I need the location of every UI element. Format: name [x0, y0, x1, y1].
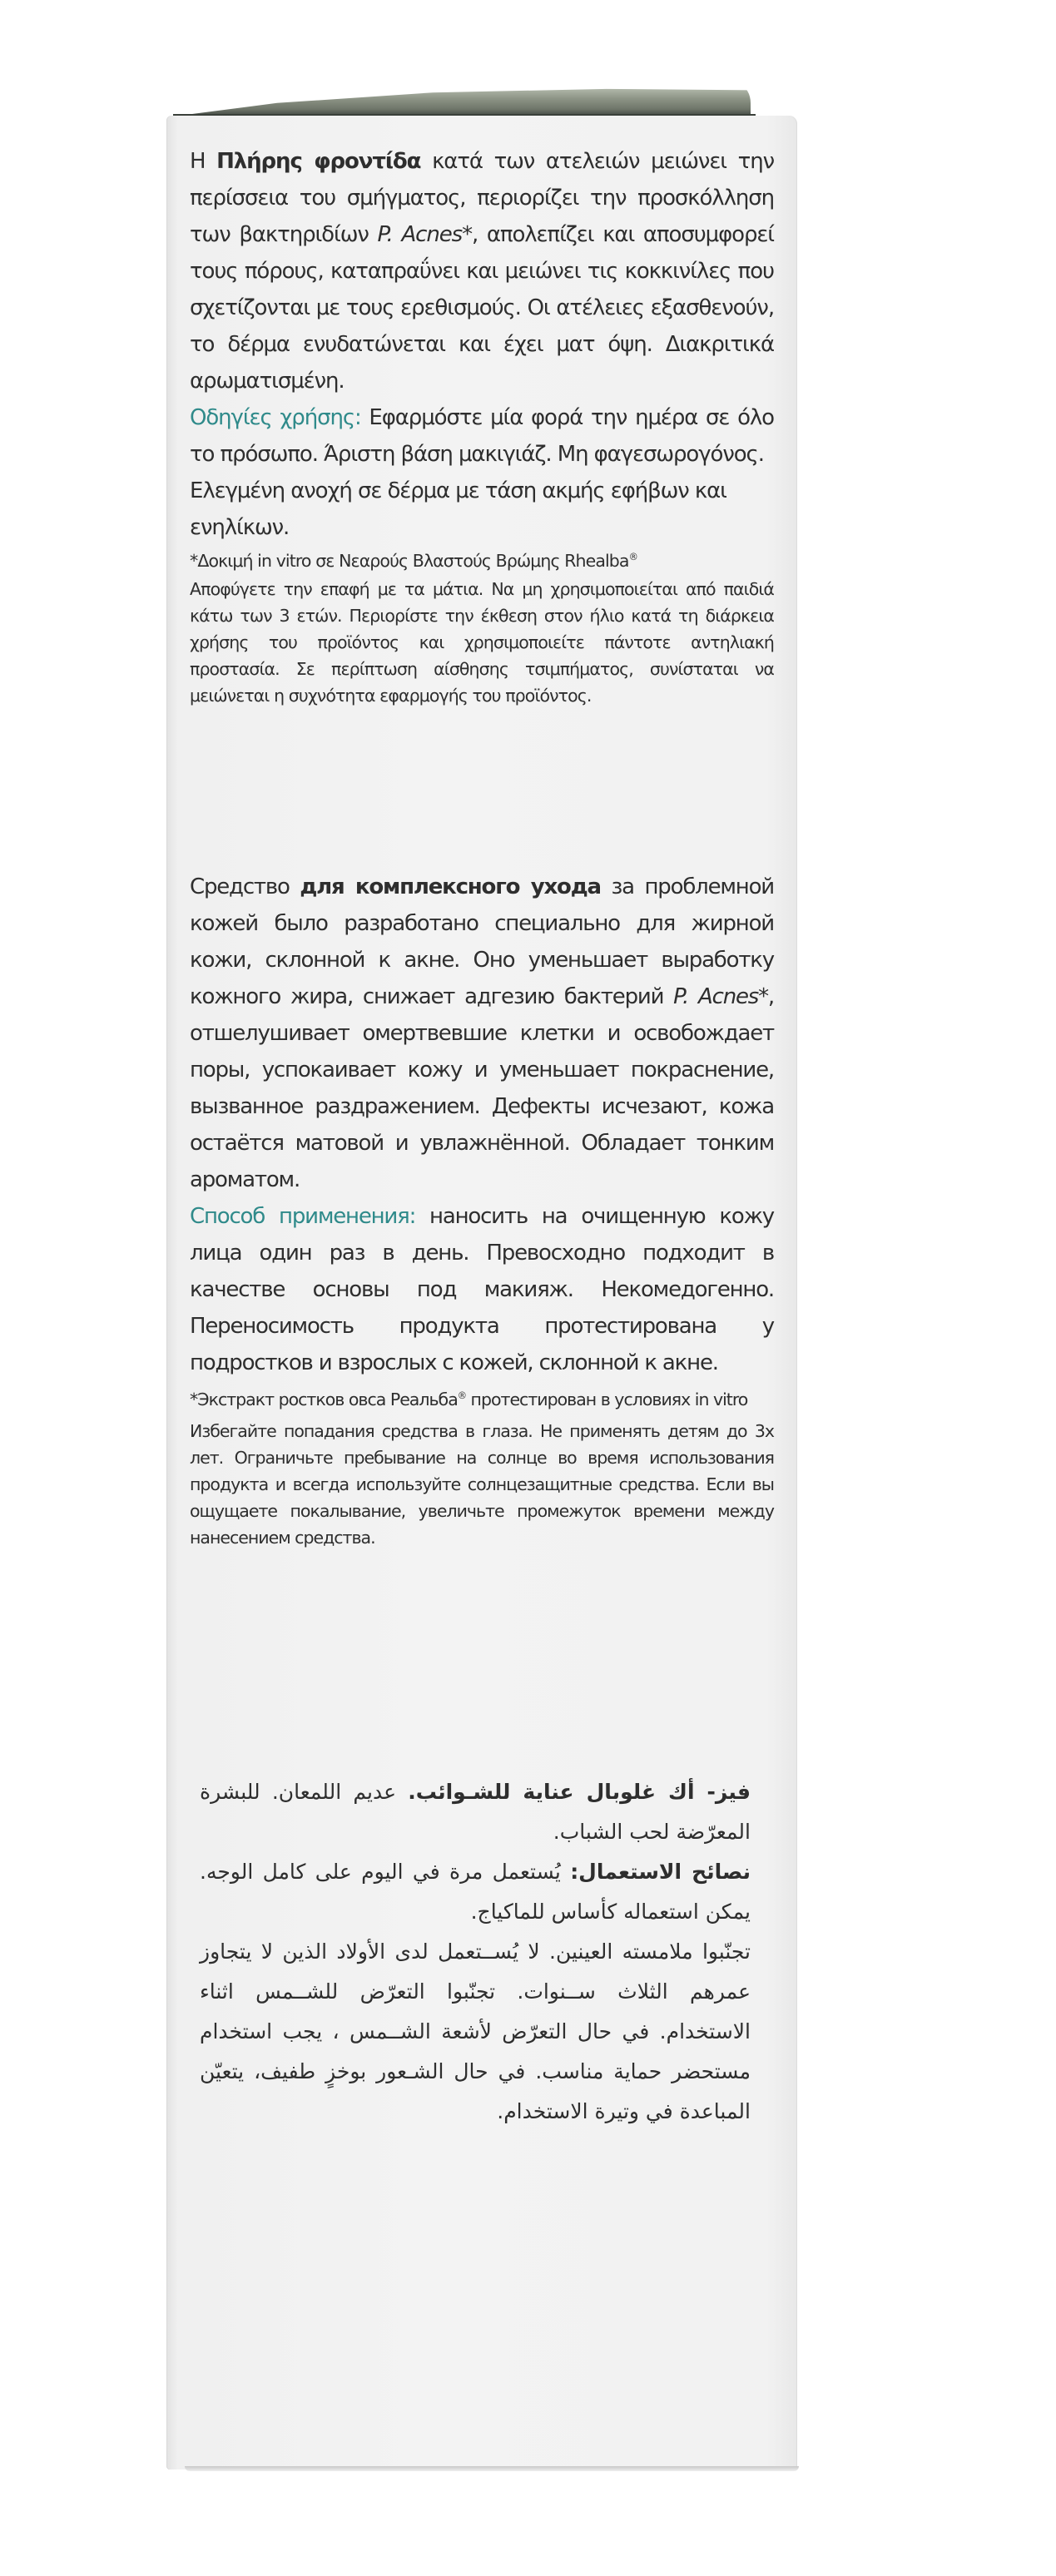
russian-usage-text: наносить на очищенную кожу лица один раз в день. Превосходно подходит в качестве основы под макияж. Некомедогенно. Переносимость продукта протестирована у подростков и взрослых с кожей, склонной к акне. [190, 1204, 774, 1375]
greek-bacteria-name: P. Acnes [377, 222, 463, 247]
russian-bacteria-name: P. Acnes [673, 984, 759, 1009]
russian-footnote-text-cont: протестирован в условиях in vitro [466, 1390, 748, 1409]
russian-usage [190, 1198, 774, 1381]
russian-warning: Избегайте попадания средства в глаза. Не применять детям до 3х лет. Ограничьте пребывание на солнце во время использования продукта и всегда используйте солнцезащитные средства. Если вы ощущаете покалывание, увеличьте промежуток времени между нанесением средства. [190, 1421, 774, 1548]
greek-usage-label: Οδηγίες χρήσης: [190, 405, 361, 430]
greek-description [190, 143, 774, 399]
arabic-section [200, 1772, 751, 2132]
russian-section [190, 869, 774, 1551]
greek-footnote [190, 547, 774, 574]
russian-usage-label: Способ применения: [190, 1204, 416, 1229]
russian-footnote-text: *Экстракт ростков овса Реальба [190, 1390, 458, 1409]
tube-cap [173, 87, 751, 116]
russian-description [190, 869, 774, 1198]
registered-mark: ® [457, 1390, 467, 1402]
greek-intro-text: κατά των ατελειών μειώνει την περίσσεια του σμήγματος, περιορίζει την προσκόλληση των βακτηριδίων [190, 149, 774, 247]
russian-intro-text-cont: *, отшелушивает омертвевшие клетки и освобождает поры, успокаивает кожу и уменьшает покраснение, вызванное раздражением. Дефекты исчезают, кожа остаётся матовой и увлажнённой. Обладает тонким ароматом. [190, 984, 774, 1192]
arabic-usage [200, 1852, 751, 1932]
russian-intro-prefix: Средство [190, 874, 300, 899]
greek-section [190, 143, 774, 709]
greek-usage [190, 399, 774, 473]
russian-intro-text: за проблемной кожей было разработано специально для жирной кожи, склонной к акне. Оно уменьшает выработку кожного жира, снижает адгезию бактерий [190, 874, 774, 1009]
arabic-usage-text: يُستعمل مرة في اليوم على كامل الوجه. يمكن استعماله كأساس للماكياج. [200, 1860, 751, 1924]
greek-product-name: Πλήρης φροντίδα [216, 149, 421, 174]
arabic-intro-text: عديم اللمعان. للبشرة المعرّضة لحب الشباب. [200, 1780, 751, 1844]
arabic-product-name: فيز- أك غلوبال عناية للشـوائب. [408, 1780, 751, 1804]
greek-usage-text: Εφαρμόστε μία φορά την ημέρα σε όλο το πρόσωπο. Άριστη βάση μακιγιάζ. Μη φαγεσωρογόνος. [190, 405, 774, 467]
greek-intro-prefix: Η [190, 149, 217, 174]
greek-intro-text-cont: *, απολεπίζει και αποσυμφορεί τους πόρους, καταπραΰνει και μειώνει τις κοκκινίλες που σχετίζονται με τους ερεθισμούς. Οι ατέλειες εξασθενούν, το δέρμα ενυδατώνεται και έχει ματ όψη. Διακριτικά αρωματισμένη. [190, 222, 774, 394]
arabic-usage-label: نصائح الاستعمال: [570, 1860, 751, 1884]
greek-footnote-text: *Δοκιμή in vitro σε Νεαρούς Βλαστούς Βρώμης Rhealba [190, 551, 629, 571]
arabic-description [200, 1772, 751, 1852]
greek-warning: Αποφύγετε την επαφή με τα μάτια. Να μη χρησιμοποιείται από παιδιά κάτω των 3 ετών. Περιορίστε την έκθεση στον ήλιο κατά τη διάρκεια χρήσης του προϊόντος και χρησιμοποιείτε πάντοτε αντηλιακή προστασία. Σε περίπτωση αίσθησης τσιμπήματος, συνίσταται να μειώνεται η συχνότητα εφαρμογής του προϊόντος. [190, 579, 774, 706]
russian-footnote [190, 1386, 774, 1413]
russian-product-name: для комплексного ухода [300, 874, 601, 899]
registered-mark: ® [628, 552, 637, 563]
box-bottom-fold [185, 2466, 799, 2471]
greek-tolerance: Ελεγμένη ανοχή σε δέρμα με τάση ακμής εφήβων και ενηλίκων. [190, 478, 726, 540]
arabic-warning: تجنّبوا ملامسته العينين. لا يُســتعمل لدى الأولاد الذين لا يتجاوز عمرهم الثلاث ســنوات. تجنّبوا التعرّض للشــمس اثناء الاستخدام. في حال التعرّض لأشعة الشــمس ، يجب استخدام مستحضر حماية مناسب. في حال الشـعور بوخزٍ طفيف، يتعيّن المباعدة في وتيرة الاستخدام. [200, 1939, 751, 2123]
